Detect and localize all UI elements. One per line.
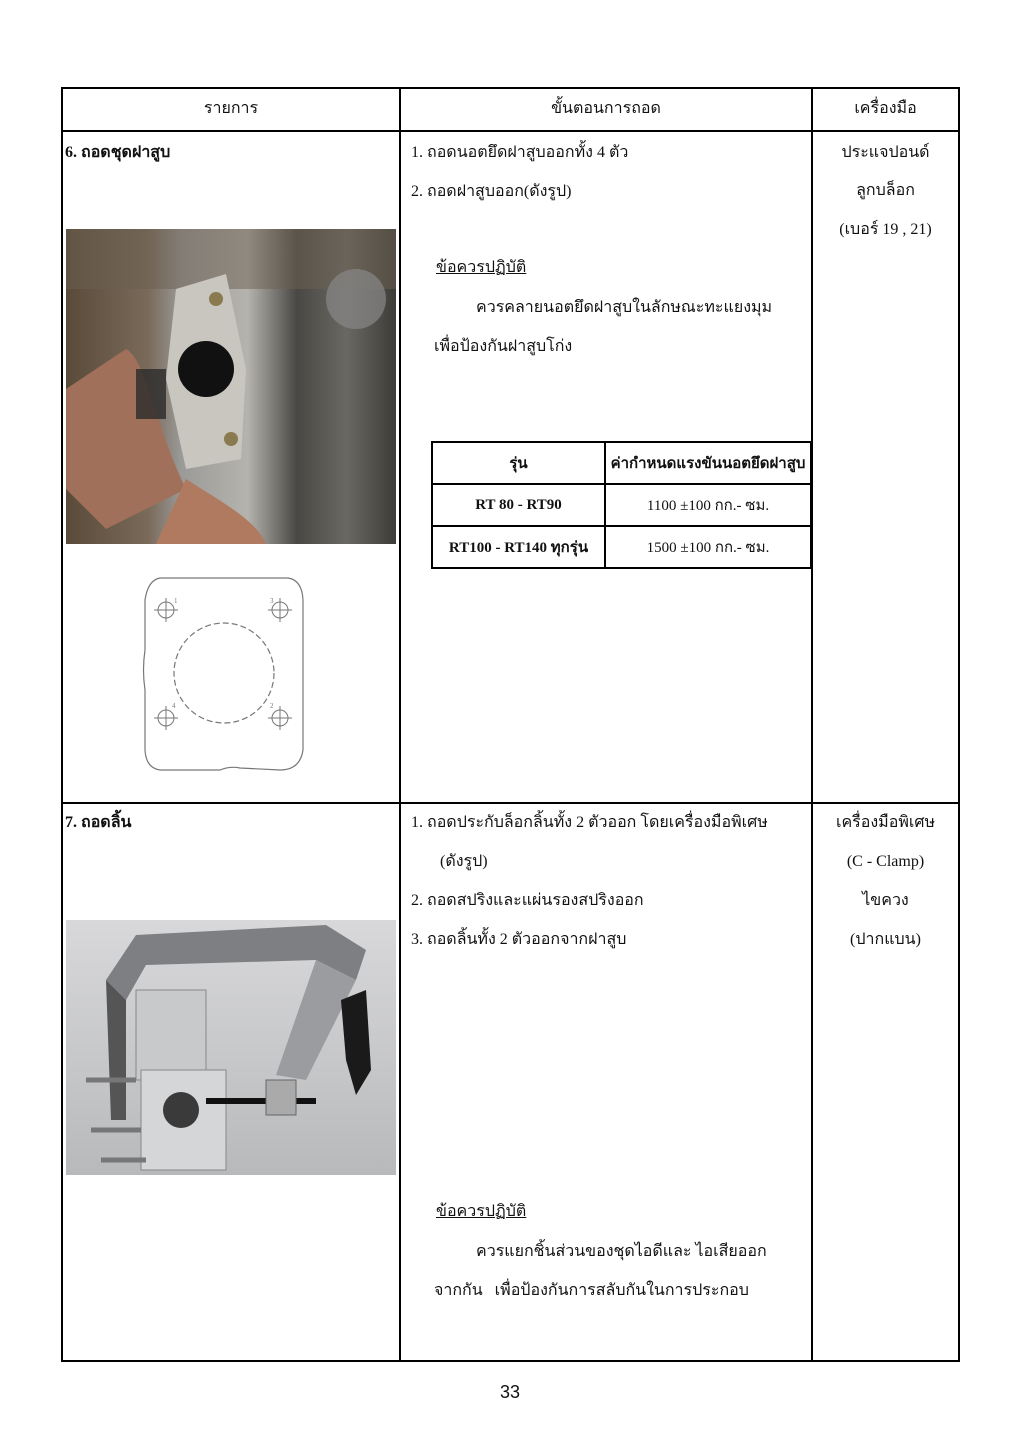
row6-tool-3: (เบอร์ 19 , 21) (839, 221, 932, 238)
spec-torque: 1500 ±100 กก.- ซม. (605, 526, 811, 568)
table-border-right (958, 87, 960, 1362)
spec-header-torque: ค่ากำหนดแรงขันนอตยึดฝาสูบ (605, 442, 811, 484)
spec-model: RT 80 - RT90 (432, 484, 605, 526)
table-border-bottom (61, 1360, 960, 1362)
spec-header-model: รุ่น (432, 442, 605, 484)
row7-step-2: 2. ถอดสปริงและแผ่นรองสปริงออก (411, 892, 644, 909)
row-divider (61, 802, 960, 804)
column-divider-2 (811, 87, 813, 1362)
row6-tool-2: ลูกบล็อก (856, 182, 915, 199)
row6-tool-1: ประแจปอนด์ (841, 144, 930, 161)
header-steps: ขั้นตอนการถอด (551, 100, 661, 117)
table-border-left (61, 87, 63, 1362)
row6-note-line-1: ควรคลายนอตยึดฝาสูบในลักษณะทะแยงมุม (476, 299, 773, 316)
header-divider (61, 130, 960, 132)
table-row (432, 484, 811, 526)
table-border-top (61, 87, 960, 89)
valve-spring-compressor-photo (66, 920, 396, 1175)
bolt-label: 1 (174, 597, 178, 605)
page-number: 33 (499, 1382, 521, 1402)
spec-model: RT100 - RT140 ทุกรุ่น (432, 526, 605, 568)
header-tools: เครื่องมือ (854, 100, 917, 117)
bolt-label: 3 (270, 597, 274, 605)
row7-item: 7. ถอดลิ้น (65, 814, 132, 831)
row6-step-2: 2. ถอดฝาสูบออก(ดังรูป) (411, 183, 572, 200)
spec-torque: 1100 ±100 กก.- ซม. (605, 484, 811, 526)
row7-step-3: 3. ถอดลิ้นทั้ง 2 ตัวออกจากฝาสูบ (411, 931, 627, 948)
row7-tool-4: (ปากแบน) (850, 931, 921, 948)
row6-item: 6. ถอดชุดฝาสูบ (65, 144, 171, 161)
torque-spec-table (431, 441, 812, 569)
row6-step-1: 1. ถอดนอตยึดฝาสูบออกทั้ง 4 ตัว (411, 144, 629, 161)
row6-note-title: ข้อควรปฏิบัติ (436, 259, 527, 276)
bolt-label: 4 (172, 702, 176, 710)
cylinder-head-bolt-diagram (140, 570, 308, 775)
cylinder-head-removal-photo (66, 229, 396, 544)
row6-note-line-2: เพื่อป้องกันฝาสูบโก่ง (434, 338, 573, 355)
column-divider-1 (399, 87, 401, 1362)
row7-tool-3: ไขควง (862, 892, 909, 909)
header-item: รายการ (203, 100, 259, 117)
row7-step-1: 1. ถอดประกับล็อกลิ้นทั้ง 2 ตัวออก โดยเครื่องมือพิเศษ (411, 814, 768, 831)
table-row (432, 526, 811, 568)
row7-note-line-1: ควรแยกชิ้นส่วนของชุดไอดีและ ไอเสียออก (476, 1243, 767, 1260)
row7-note-title: ข้อควรปฏิบัติ (436, 1203, 527, 1220)
row7-tool-1: เครื่องมือพิเศษ (835, 814, 936, 831)
bolt-label: 2 (270, 702, 274, 710)
row7-note-line-2: จากกัน เพื่อป้องกันการสลับกันในการประกอบ (434, 1282, 749, 1299)
table-row (432, 442, 811, 484)
row7-step-1-cont: (ดังรูป) (440, 853, 488, 870)
row7-tool-2: (C - Clamp) (846, 853, 925, 870)
